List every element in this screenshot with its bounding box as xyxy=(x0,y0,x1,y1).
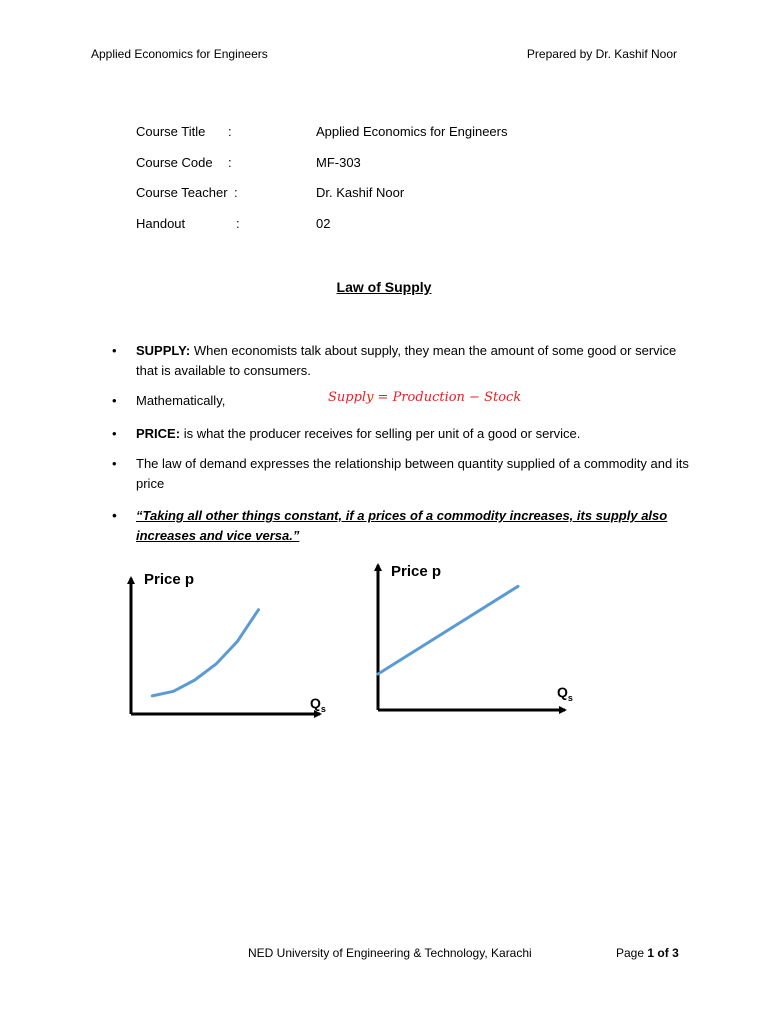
x-axis-label-subscript: s xyxy=(320,704,326,714)
course-teacher-value: Dr. Kashif Noor xyxy=(316,185,405,200)
law-text: The law of demand expresses the relationship between quantity supplied of a commodity and its price xyxy=(136,456,689,491)
supply-curve xyxy=(378,586,518,674)
math-label: Mathematically, xyxy=(136,393,226,408)
y-axis-label: Price p xyxy=(144,571,195,588)
x-axis-label: $Q_s$ xyxy=(310,695,326,714)
x-axis-label-subscript: s xyxy=(567,693,573,703)
course-teacher-label: Course Teacher xyxy=(136,185,228,200)
price-text: is what the producer receives for selling per unit of a good or service. xyxy=(183,426,581,441)
header-left: Applied Economics for Engineers xyxy=(91,47,268,61)
handout-colon: : xyxy=(236,215,240,231)
page-title: Law of Supply xyxy=(336,279,432,295)
handout-value: 02 xyxy=(316,215,331,231)
x-axis-label: $Q_s$ xyxy=(557,684,573,703)
price-term: PRICE: xyxy=(136,426,181,441)
handout-label: Handout xyxy=(136,215,186,231)
course-code-label: Course Code xyxy=(136,154,213,170)
header-right: Prepared by Dr. Kashif Noor xyxy=(526,47,677,61)
page-of: of xyxy=(657,946,669,960)
page-current: 1 xyxy=(647,946,655,960)
footer-page-number xyxy=(616,946,679,960)
page-total: 3 xyxy=(672,946,679,960)
quote-text: “Taking all other things constant, if a prices of a commodity increases, its supply also increases and vice versa.” xyxy=(136,508,668,543)
y-axis-label: Price p xyxy=(391,563,442,580)
supply-curve xyxy=(152,610,258,696)
chart-convex-supply xyxy=(131,571,326,714)
course-title-value: Applied Economics for Engineers xyxy=(316,124,508,139)
chart-linear-supply xyxy=(378,563,573,710)
page-prefix: Page xyxy=(616,946,645,960)
supply-formula: Supply = Production − Stock xyxy=(328,390,522,405)
supply-text: When economists talk about supply, they mean the amount of some good or service that is available to consumers. xyxy=(136,343,677,378)
footer-institution: NED University of Engineering & Technology, Karachi xyxy=(248,946,532,960)
course-title-colon: : xyxy=(228,124,232,139)
supply-term: SUPPLY: xyxy=(136,343,191,358)
course-code-colon: : xyxy=(228,154,232,170)
course-code-value: MF-303 xyxy=(316,154,361,170)
course-title-label: Course Title xyxy=(136,124,206,139)
course-teacher-colon: : xyxy=(234,185,238,200)
